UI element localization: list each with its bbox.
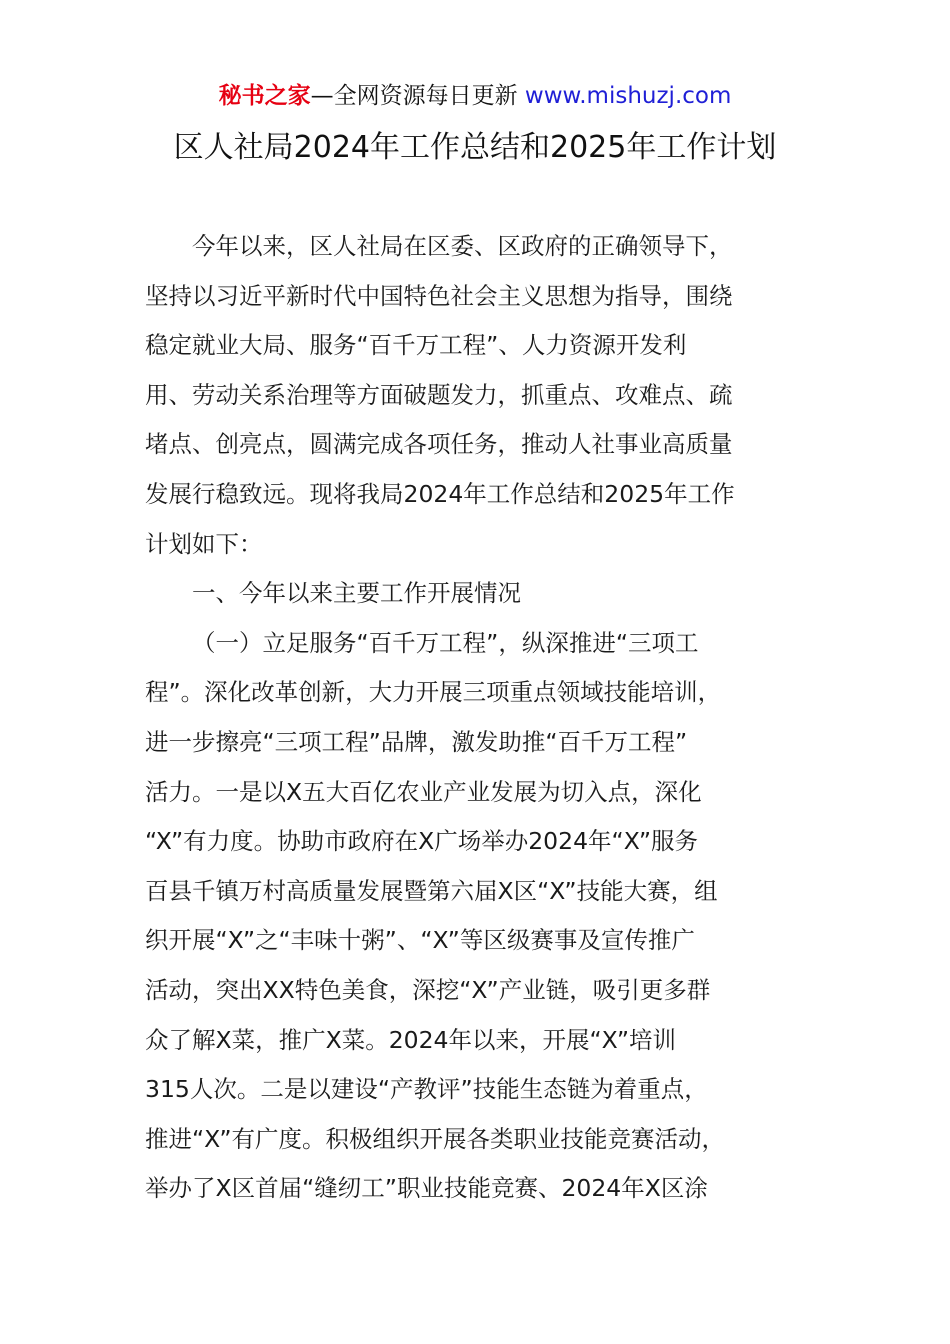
site-url[interactable]: www.mishuzj.com <box>524 83 732 109</box>
paragraph-line: 进一步擦亮“三项工程”品牌，激发助推“百千万工程” <box>145 727 688 756</box>
paragraph-line: 用、劳动关系治理等方面破题发力，抓重点、攻难点、疏 <box>145 380 733 409</box>
paragraph-line: （一）立足服务“百千万工程”，纵深推进“三项工 <box>192 628 699 657</box>
paragraph-line: “X”有力度。协助市政府在X广场举办2024年“X”服务 <box>145 827 699 856</box>
section-heading: 一、今年以来主要工作开展情况 <box>192 579 521 608</box>
paragraph-line: 315人次。二是以建设“产教评”技能生态链为着重点， <box>145 1075 708 1104</box>
document-title: 区人社局2024年工作总结和2025年工作计划 <box>173 130 777 165</box>
header-tagline: —全网资源每日更新 <box>310 83 518 109</box>
paragraph-line: 推进“X”有广度。积极组织开展各类职业技能竞赛活动， <box>145 1124 725 1153</box>
watermark-header <box>0 80 950 112</box>
paragraph-line: 程”。深化改革创新，大力开展三项重点领域技能培训， <box>145 678 722 707</box>
paragraph-line: 计划如下： <box>145 529 263 558</box>
document-body <box>145 222 810 1214</box>
paragraph-line: 稳定就业大局、服务“百千万工程”、人力资源开发利 <box>145 331 687 360</box>
paragraph-line: 坚持以习近平新时代中国特色社会主义思想为指导，围绕 <box>145 281 733 310</box>
paragraph-line: 发展行稳致远。现将我局2024年工作总结和2025年工作 <box>145 479 735 508</box>
paragraph-line: 举办了X区首届“缝纫工”职业技能竞赛、2024年X区涂 <box>145 1174 708 1203</box>
paragraph-line: 百县千镇万村高质量发展暨第六届X区“X”技能大赛，组 <box>145 876 718 905</box>
paragraph-line: 堵点、创亮点，圆满完成各项任务，推动人社事业高质量 <box>145 430 733 459</box>
paragraph-line: 活动，突出XX特色美食，深挖“X”产业链，吸引更多群 <box>145 975 711 1004</box>
paragraph-line: 众了解X菜，推广X菜。2024年以来，开展“X”培训 <box>145 1025 676 1054</box>
brand-name: 秘书之家 <box>218 83 311 109</box>
paragraph-line: 活力。一是以X五大百亿农业产业发展为切入点，深化 <box>145 777 702 806</box>
paragraph-line: 今年以来，区人社局在区委、区政府的正确领导下， <box>192 232 733 260</box>
paragraph-line: 织开展“X”之“丰味十粥”、“X”等区级赛事及宣传推广 <box>145 926 695 955</box>
